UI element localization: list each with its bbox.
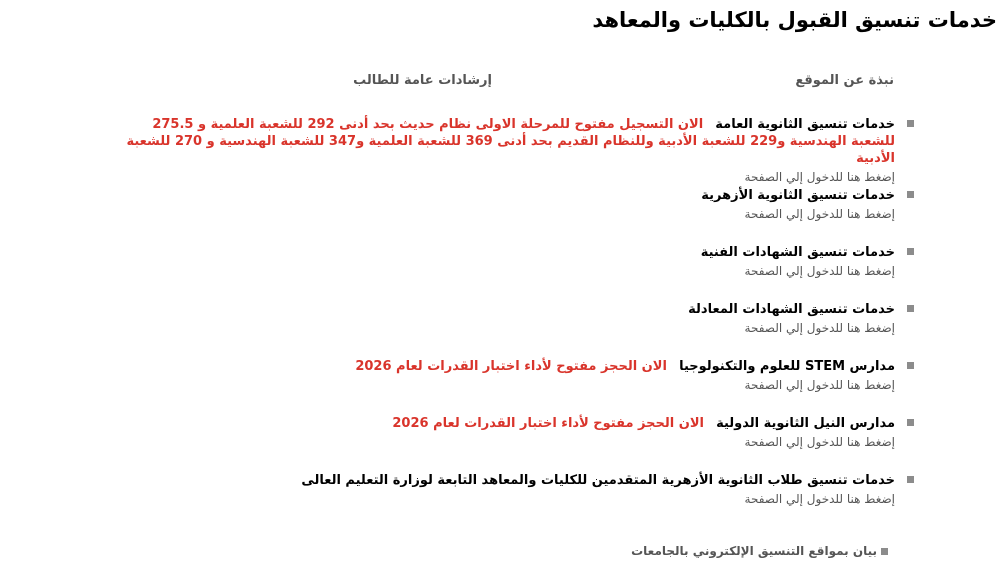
enter-page-link[interactable]: إضغط هنا للدخول إلي الصفحة [744,492,895,506]
enter-page-link[interactable]: إضغط هنا للدخول إلي الصفحة [744,378,895,392]
service-announcement: الان التسجيل مفتوح للمرحلة الاولى نظام حديث بحد أدنى 292 للشعبة العلمية و 275.5 للشعبة الهندسية و229 للشعبة الأدبية وللنظام القديم بحد أدنى 369 للشعبة العلمية و347 للشعبة الهندسية و 270 للشعبة الأدبية [126,117,895,166]
services-list [105,116,895,512]
enter-page-link[interactable]: إضغط هنا للدخول إلي الصفحة [744,207,895,221]
list-item [105,301,895,358]
enter-page-link[interactable]: إضغط هنا للدخول إلي الصفحة [744,321,895,335]
list-item [105,358,895,415]
list-item [105,116,895,184]
nav-guidance-link[interactable]: إرشادات عامة للطالب [353,73,492,88]
square-bullet-icon [907,476,914,483]
service-title: خدمات تنسيق الثانوية العامة [715,117,895,132]
page-title: خدمات تنسيق القبول بالكليات والمعاهد [592,8,997,32]
service-title: خدمات تنسيق الشهادات المعادلة [688,302,895,317]
square-bullet-icon [907,248,914,255]
universities-statement-link[interactable]: بيان بمواقع التنسيق الإلكتروني بالجامعات [631,544,877,558]
service-title: مدارس STEM للعلوم والتكنولوجيا [679,359,895,374]
enter-page-link[interactable]: إضغط هنا للدخول إلي الصفحة [744,170,895,184]
nav-about-link[interactable]: نبذة عن الموقع [795,73,894,88]
list-item [105,187,895,244]
service-announcement: الان الحجز مفتوح لأداء اختبار القدرات لعام 2026 [355,359,667,374]
service-title: خدمات تنسيق طلاب الثانوية الأزهرية المتقدمين للكليات والمعاهد التابعة لوزارة التعليم العالى [301,473,895,488]
square-bullet-icon [907,191,914,198]
enter-page-link[interactable]: إضغط هنا للدخول إلي الصفحة [744,264,895,278]
list-item [105,472,895,512]
service-title: خدمات تنسيق الشهادات الفنية [700,245,895,260]
service-title: خدمات تنسيق الثانوية الأزهرية [701,188,895,203]
square-bullet-icon [907,120,914,127]
square-bullet-icon [907,305,914,312]
list-item [105,244,895,301]
service-announcement: الان الحجز مفتوح لأداء اختبار القدرات لعام 2026 [392,416,704,431]
square-bullet-icon [881,548,888,555]
enter-page-link[interactable]: إضغط هنا للدخول إلي الصفحة [744,435,895,449]
list-item [105,415,895,472]
square-bullet-icon [907,362,914,369]
square-bullet-icon [907,419,914,426]
service-title: مدارس النيل الثانوية الدولية [716,416,895,431]
